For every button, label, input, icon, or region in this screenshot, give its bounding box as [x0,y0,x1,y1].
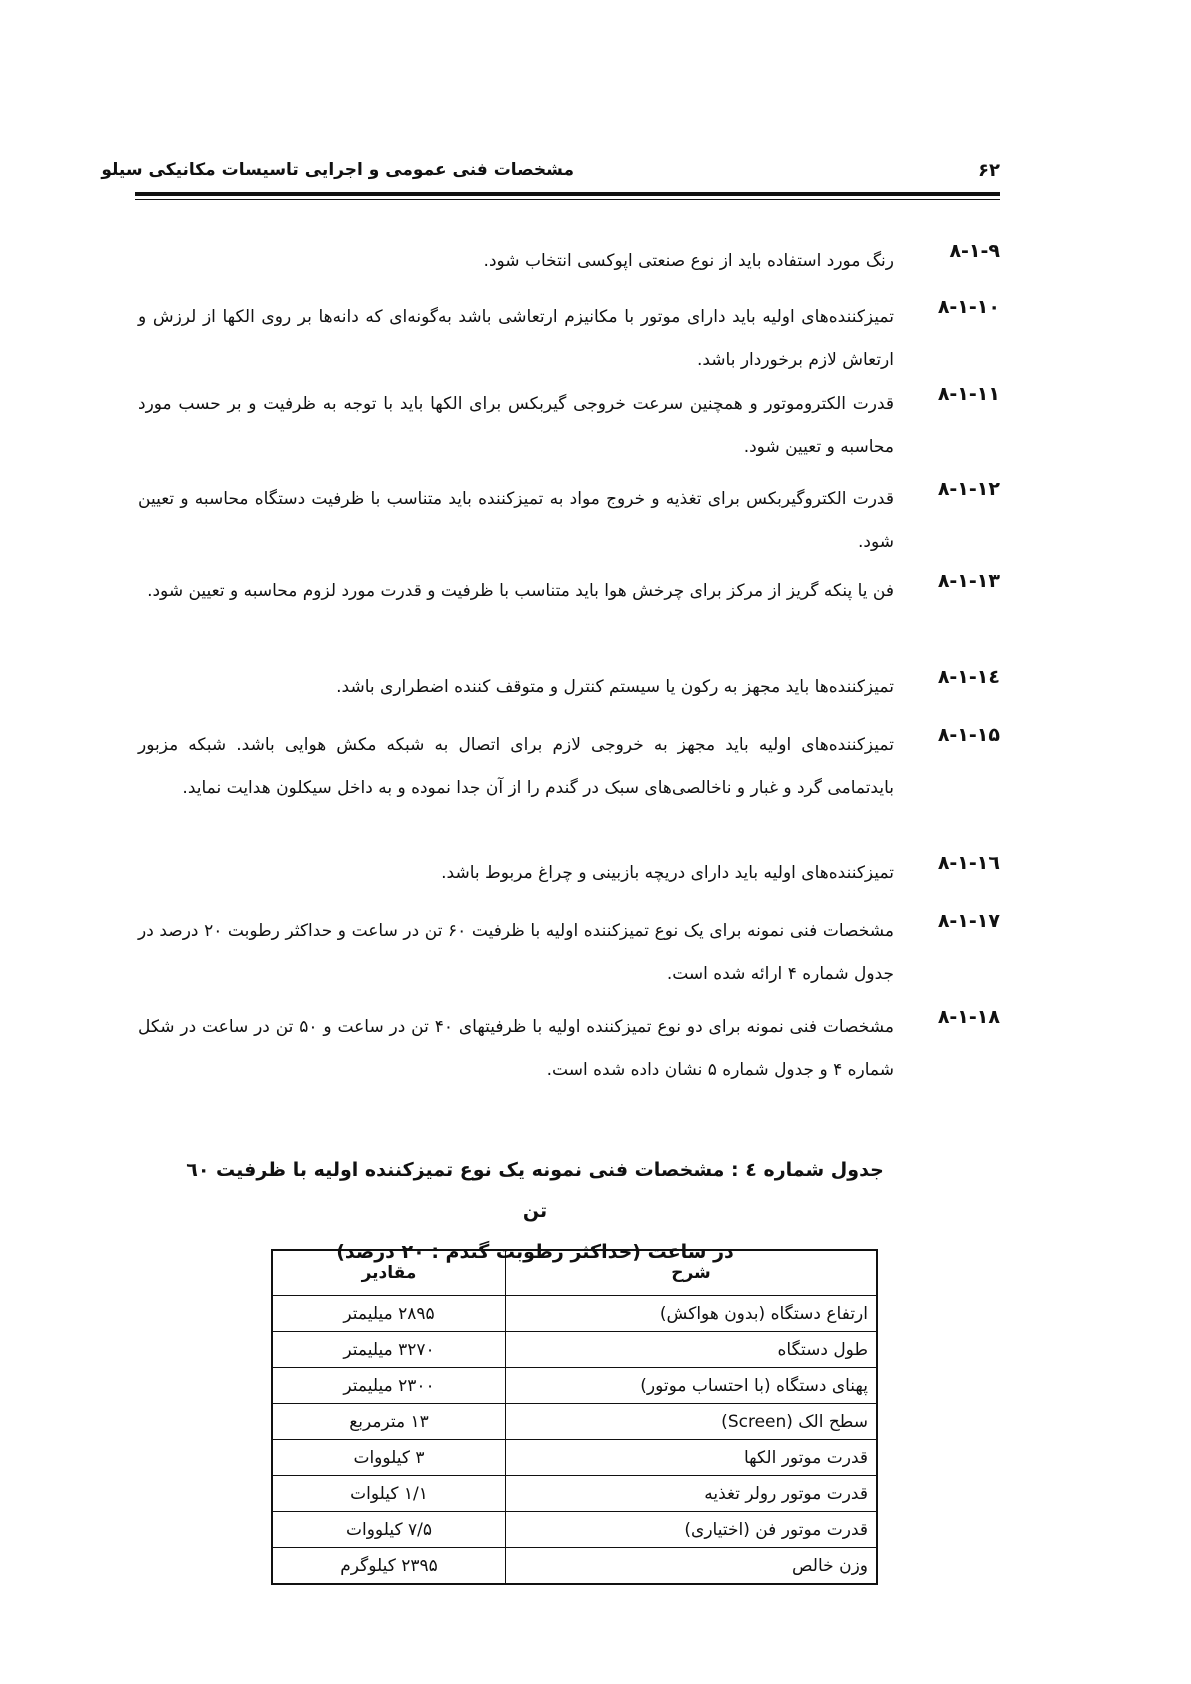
clause-text: تمیزکننده‌های اولیه باید دارای دریچه بازبینی و چراغ مربوط باشد. [441,863,894,883]
table-row [272,1332,877,1368]
cell-desc: قدرت موتور رولر تغذیه [506,1476,878,1512]
cell-desc: ارتفاع دستگاه (بدون هواکش) [506,1296,878,1332]
cell-value: ۱۳ مترمربع [272,1404,506,1440]
clause-text: رنگ مورد استفاده باید از نوع صنعتی اپوکسی انتخاب شود. [483,251,894,271]
clause-number: ۸-۱-۱۲ [937,478,1000,500]
cell-value: ۲۳۰۰ میلیمتر [272,1368,506,1404]
clause-text: تمیزکننده‌های اولیه باید مجهز به خروجی لازم برای اتصال به شبکه مکش هوایی باشد. شبکه مزبور بایدتمامی گرد و غبار و ناخالصی‌های سبک در گندم را از آن جدا نموده و به داخل سیکلون هدایت نماید. [138,735,894,798]
clause-8-1-10 [138,296,1000,382]
cell-value: ۳۲۷۰ میلیمتر [272,1332,506,1368]
cell-value: ۲۸۹۵ میلیمتر [272,1296,506,1332]
clause-text: قدرت الکتروموتور و همچنین سرعت خروجی گیربکس برای الکها باید با توجه به ظرفیت و بر حسب مورد محاسبه و تعیین شود. [138,394,894,457]
table-caption-line-2: در ساعت (حداکثر رطوبت گندم : ۲۰ درصد) [336,1241,734,1263]
cell-desc: قدرت موتور فن (اختیاری) [506,1512,878,1548]
clause-number: ۸-۱-۱٤ [937,666,1000,688]
clause-8-1-14 [138,666,1000,709]
clause-text: مشخصات فنی نمونه برای دو نوع تمیزکننده اولیه با ظرفیتهای ۴۰ تن در ساعت و ۵۰ تن در ساعت در شکل شماره ۴ و جدول شماره ۵ نشان داده شده است. [138,1017,894,1080]
table-header-row [272,1250,877,1296]
header-rule [135,192,1000,196]
clause-8-1-9 [138,240,1000,283]
cell-value: ۲۳۹۵ کیلوگرم [272,1548,506,1585]
clause-text: فن یا پنکه گریز از مرکز برای چرخش هوا باید متناسب با ظرفیت و قدرت مورد لزوم محاسبه و تعیین شود. [147,581,894,601]
clause-8-1-17 [138,910,1000,996]
header-rule-thin [135,199,1000,200]
table-row [272,1296,877,1332]
cell-value: ۱/۱ کیلوات [272,1476,506,1512]
cell-desc: وزن خالص [506,1548,878,1585]
clause-number: ۸-۱-۱۵ [937,724,1000,746]
table-row [272,1512,877,1548]
table-row [272,1548,877,1585]
page-number: ۶۲ [978,160,1000,181]
cell-value: ۳ کیلووات [272,1440,506,1476]
clause-8-1-18 [138,1006,1000,1092]
spec-table [271,1249,878,1585]
clause-8-1-15 [138,724,1000,810]
column-header-value: مقادیر [272,1250,506,1296]
clause-text: تمیزکننده‌های اولیه باید دارای موتور با مکانیزم ارتعاشی باشد به‌گونه‌ای که دانه‌ها بر روی الکها از لرزش و ارتعاش لازم برخوردار باشد. [138,307,894,370]
page-header [101,160,1000,194]
running-title: مشخصات فنی عمومی و اجرایی تاسیسات مکانیکی سیلو [101,160,574,180]
table-row [272,1476,877,1512]
clause-8-1-13 [138,570,1000,613]
clause-number: ۸-۱-۱۳ [937,570,1000,592]
column-header-desc: شرح [506,1250,878,1296]
table-row [272,1404,877,1440]
clause-number: ۸-۱-۱۷ [937,910,1000,932]
cell-desc: پهنای دستگاه (با احتساب موتور) [506,1368,878,1404]
table-row [272,1440,877,1476]
clause-number: ۸-۱-۱۱ [937,383,1000,405]
clause-number: ۸-۱-۱٦ [937,852,1000,874]
clause-number: ۸-۱-۱۸ [937,1006,1000,1028]
cell-value: ۷/۵ کیلووات [272,1512,506,1548]
clause-8-1-16 [138,852,1000,895]
table-caption-line-1: جدول شماره ٤ : مشخصات فنی نمونه یک نوع تمیزکننده اولیه با ظرفیت ٦٠ تن [186,1159,884,1222]
clause-text: قدرت الکتروگیربکس برای تغذیه و خروج مواد به تمیزکننده باید متناسب با ظرفیت دستگاه محاسبه و تعیین شود. [138,489,894,552]
clause-text: مشخصات فنی نمونه برای یک نوع تمیزکننده اولیه با ظرفیت ۶۰ تن در ساعت و حداکثر رطوبت ۲۰ درصد در جدول شماره ۴ ارائه شده است. [138,921,894,984]
clause-8-1-11 [138,383,1000,469]
cell-desc: قدرت موتور الکها [506,1440,878,1476]
clause-text: تمیزکننده‌ها باید مجهز به رکون یا سیستم کنترل و متوقف کننده اضطراری باشد. [336,677,894,697]
clause-number: ۸-۱-۱۰ [937,296,1000,318]
clause-8-1-12 [138,478,1000,564]
cell-desc: سطح الک (Screen) [506,1404,878,1440]
table-row [272,1368,877,1404]
cell-desc: طول دستگاه [506,1332,878,1368]
clause-number: ۸-۱-۹ [949,240,1000,262]
